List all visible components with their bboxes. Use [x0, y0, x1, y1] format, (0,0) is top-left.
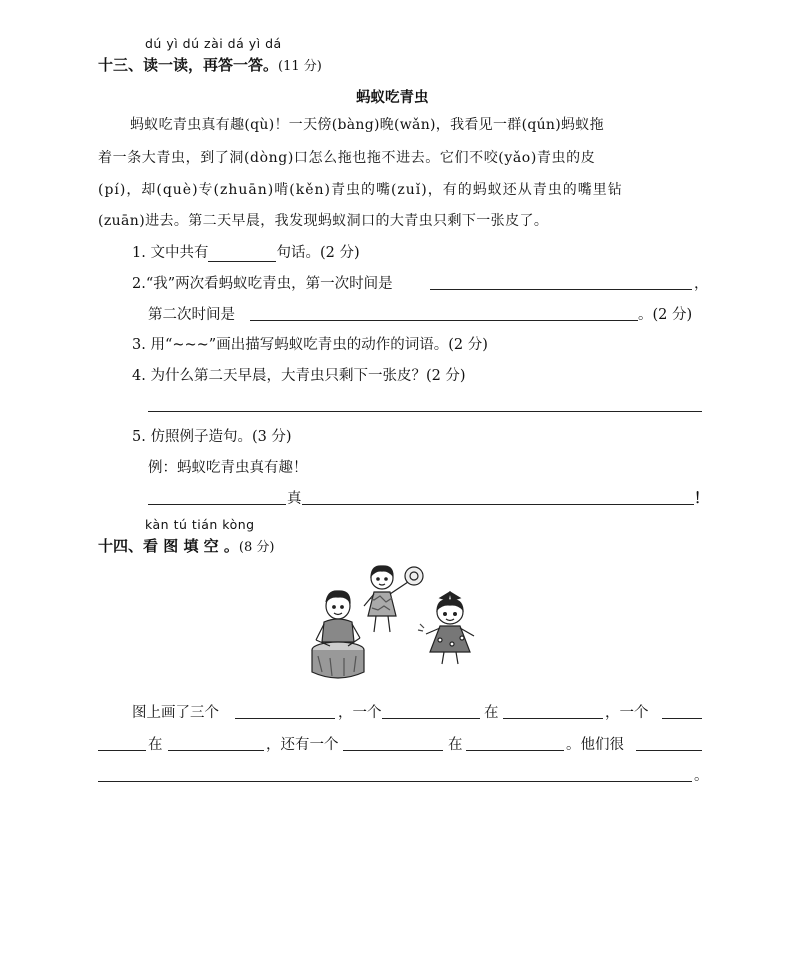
- story-line: 着一条大青虫，到了洞(dòng)口怎么拖也拖不进去。它们不咬(yǎo)青虫的皮: [98, 150, 596, 166]
- fill-line-2-b: ，还有一个: [266, 737, 339, 753]
- girl-tambourine-figure: [364, 566, 423, 632]
- boy-drumming-figure: [312, 591, 364, 678]
- girl-bow-figure: [418, 592, 474, 664]
- section14-heading: [98, 535, 274, 556]
- question-1: [132, 241, 360, 262]
- story-line: (zuān)进去。第二天早晨，我发现蚂蚁洞口的大青虫只剩下一张皮了。: [98, 213, 549, 229]
- fill-line-2-c: 在: [448, 737, 463, 753]
- answer-line[interactable]: [235, 718, 335, 719]
- question-5: 5. 仿照例子造句。(3 分): [132, 429, 292, 445]
- story-line: 蚂蚁吃青虫真有趣(qù)！一天傍(bàng)晚(wǎn)，我看见一群(qún)蚂蚁拖: [130, 117, 604, 133]
- answer-line[interactable]: [148, 411, 702, 412]
- question-2-end: 。(2 分): [638, 307, 693, 323]
- answer-line[interactable]: [636, 750, 702, 751]
- answer-line[interactable]: [98, 750, 146, 751]
- answer-line[interactable]: [503, 718, 603, 719]
- answer-line[interactable]: [430, 289, 692, 290]
- fill-line-1-d: ，一个: [605, 705, 649, 721]
- question-4: 4. 为什么第二天早晨，大青虫只剩下一张皮？(2 分): [132, 368, 466, 384]
- section14-score: (8 分): [238, 540, 275, 555]
- fill-line-3-end: 。: [694, 768, 709, 784]
- answer-line[interactable]: [250, 320, 638, 321]
- question-2-second: 第二次时间是: [148, 307, 235, 323]
- question-5-example: 例：蚂蚁吃青虫真有趣！: [148, 460, 308, 476]
- question-3: 3. 用“~~~”画出描写蚂蚁吃青虫的动作的词语。(2 分): [132, 337, 488, 353]
- question-2-comma: ，: [694, 276, 709, 292]
- fill-line-1-a: 图上画了三个: [132, 705, 219, 721]
- question-1-text: 1. 文中共有: [132, 245, 209, 261]
- section13-heading-text: 十三、读一读，再答一答。: [98, 56, 279, 74]
- story-line: (pí)，却(què)专(zhuān)啃(kěn)青虫的嘴(zuǐ)，有的蚂蚁还从青虫的嘴里钻: [98, 182, 623, 198]
- question-1-suffix: 句话。(2 分): [276, 245, 360, 261]
- fill-line-1-c: 在: [484, 705, 499, 721]
- section13-pinyin: dú yì dú zài dá yì dá: [145, 36, 282, 51]
- answer-line[interactable]: [662, 718, 702, 719]
- fill-line-1-b: ，一个: [338, 705, 382, 721]
- question-2: 2.“我”两次看蚂蚁吃青虫，第一次时间是: [132, 276, 393, 292]
- answer-line[interactable]: [98, 781, 692, 782]
- section13-score: (11 分): [278, 59, 322, 74]
- answer-line[interactable]: [302, 504, 694, 505]
- fill-line-2-a: 在: [148, 737, 163, 753]
- fill-line-2-d: 。他们很: [566, 737, 624, 753]
- children-illustration: [300, 560, 500, 695]
- answer-blank[interactable]: [208, 245, 276, 262]
- story-title: 蚂蚁吃青虫: [356, 90, 429, 106]
- answer-line[interactable]: [382, 718, 480, 719]
- answer-line[interactable]: [148, 504, 286, 505]
- section14-pinyin: kàn tú tián kòng: [145, 517, 255, 532]
- section13-heading: [98, 54, 322, 75]
- answer-line[interactable]: [343, 750, 443, 751]
- section14-heading-text: 十四、看 图 填 空 。: [98, 537, 239, 555]
- answer-line[interactable]: [466, 750, 564, 751]
- answer-line[interactable]: [168, 750, 264, 751]
- question-5-zhen: 真: [287, 491, 302, 507]
- question-5-exclaim: ！: [694, 490, 709, 507]
